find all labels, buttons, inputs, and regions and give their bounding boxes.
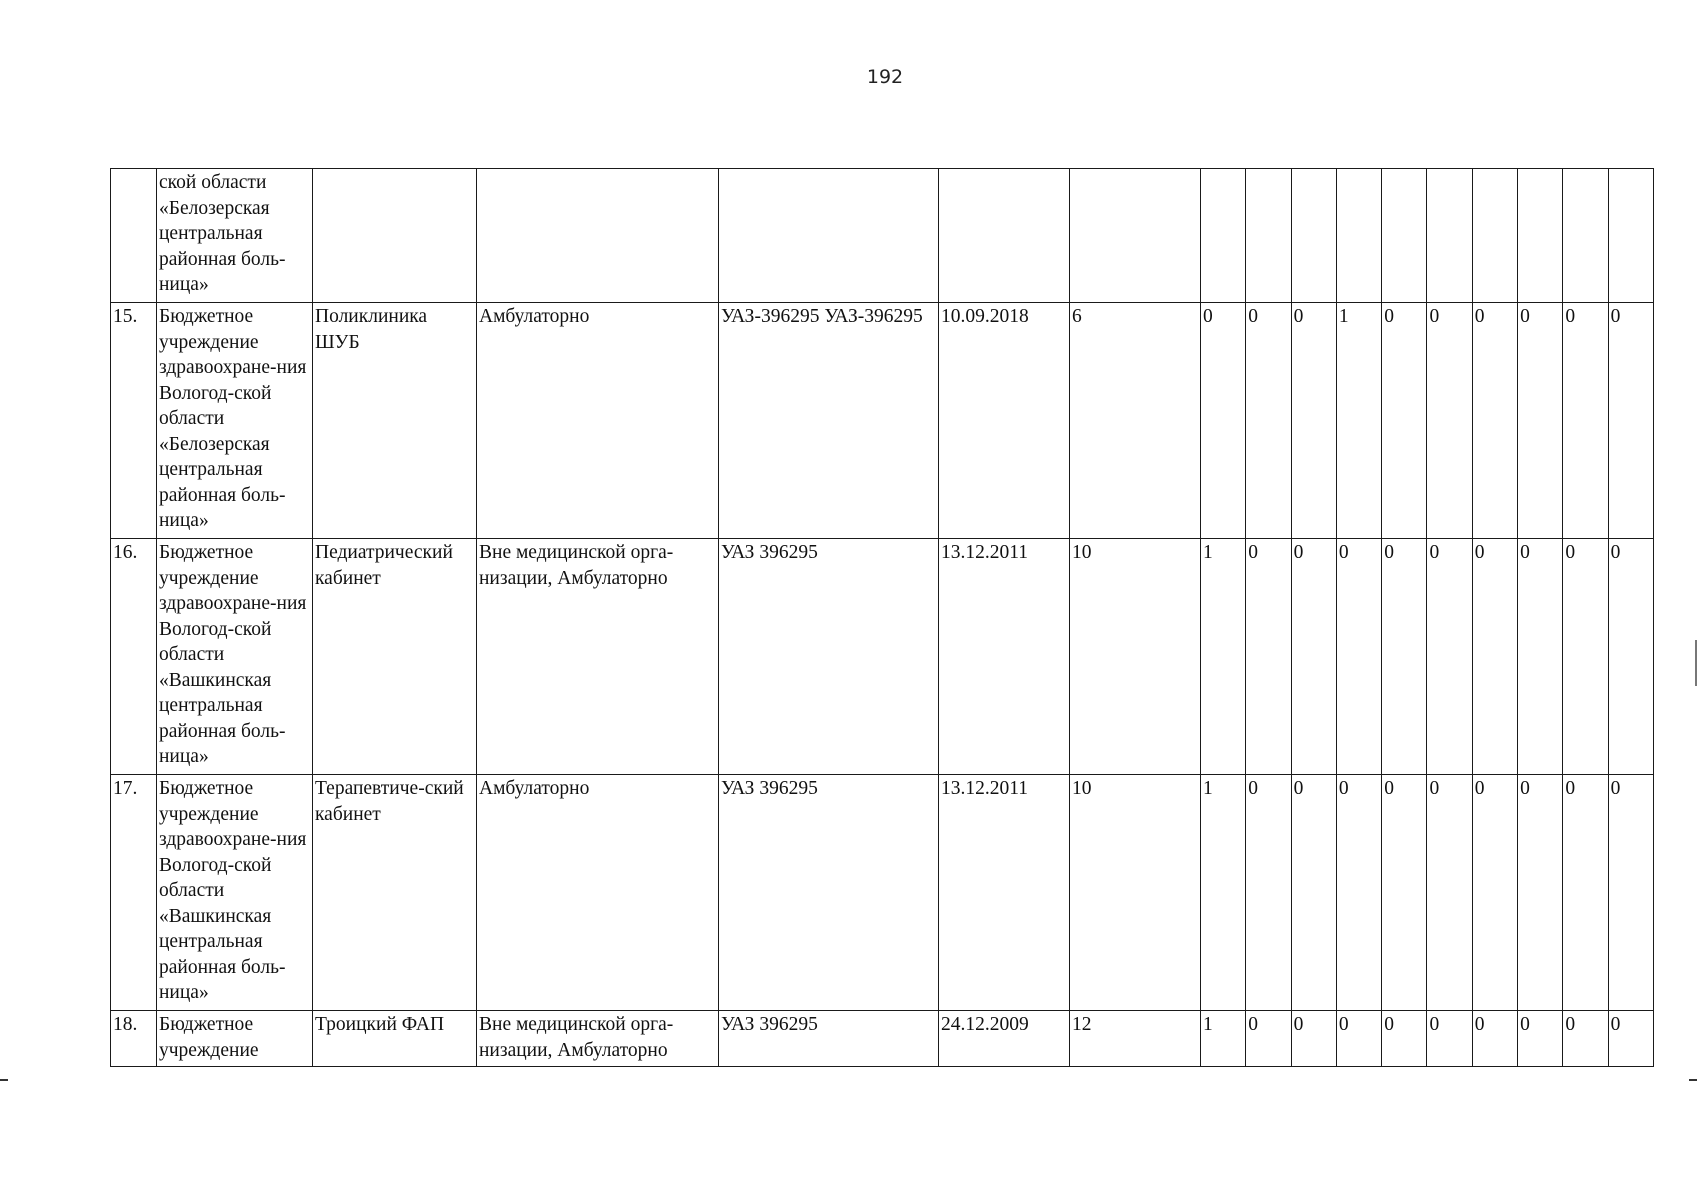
cell-value: 0 (1608, 775, 1653, 1011)
cell-unit: Педиатрический кабинет (313, 539, 477, 775)
cell-value: 0 (1246, 303, 1291, 539)
cell-value: 0 (1427, 1011, 1472, 1067)
cell-value: 0 (1563, 303, 1608, 539)
cell-unit: Терапевтиче-ский кабинет (313, 775, 477, 1011)
cell-organization: Бюджетное учреждение здравоохране-ния Вологод-ской области «Белозерская центральная районная боль-ница» (157, 303, 313, 539)
cell-unit: Поликлиника ШУБ (313, 303, 477, 539)
cell-unit (313, 169, 477, 303)
cell-value: 0 (1336, 775, 1381, 1011)
cell-value: 0 (1472, 1011, 1517, 1067)
cell-value: 0 (1518, 775, 1563, 1011)
cell-value: 0 (1518, 1011, 1563, 1067)
cell-value: 0 (1563, 1011, 1608, 1067)
cell-num: 18. (111, 1011, 157, 1067)
table-row (111, 775, 1654, 1011)
cell-value: 0 (1382, 775, 1427, 1011)
cell-value: 1 (1336, 303, 1381, 539)
cell-date (939, 169, 1070, 303)
cell-mode: Вне медицинской орга-низации, Амбулаторно (477, 1011, 719, 1067)
cell-value: 1 (1201, 1011, 1246, 1067)
cell-value (1246, 169, 1291, 303)
table-row (111, 303, 1654, 539)
cell-value: 1 (1201, 775, 1246, 1011)
scan-edge-mark (0, 1079, 8, 1081)
cell-value (1201, 169, 1246, 303)
cell-value: 0 (1382, 1011, 1427, 1067)
cell-value: 0 (1427, 539, 1472, 775)
scan-edge-mark (1689, 1079, 1697, 1081)
cell-organization: Бюджетное учреждение (157, 1011, 313, 1067)
cell-count: 10 (1070, 775, 1201, 1011)
cell-value (1472, 169, 1517, 303)
cell-value: 0 (1246, 775, 1291, 1011)
vehicle-table (110, 168, 1654, 1067)
cell-unit: Троицкий ФАП (313, 1011, 477, 1067)
cell-value: 0 (1518, 303, 1563, 539)
cell-date: 13.12.2011 (939, 775, 1070, 1011)
cell-value: 0 (1201, 303, 1246, 539)
cell-value (1291, 169, 1336, 303)
cell-count: 6 (1070, 303, 1201, 539)
cell-num: 15. (111, 303, 157, 539)
cell-value: 0 (1291, 775, 1336, 1011)
cell-mode (477, 169, 719, 303)
cell-value: 1 (1201, 539, 1246, 775)
cell-value: 0 (1382, 303, 1427, 539)
cell-value: 0 (1382, 539, 1427, 775)
cell-num (111, 169, 157, 303)
cell-value: 0 (1472, 775, 1517, 1011)
cell-value: 0 (1291, 1011, 1336, 1067)
cell-date: 24.12.2009 (939, 1011, 1070, 1067)
cell-value (1563, 169, 1608, 303)
cell-organization: ской области «Белозерская центральная районная боль-ница» (157, 169, 313, 303)
cell-mode: Вне медицинской орга-низации, Амбулаторно (477, 539, 719, 775)
cell-value: 0 (1563, 775, 1608, 1011)
cell-value: 0 (1472, 539, 1517, 775)
cell-value (1427, 169, 1472, 303)
cell-mode: Амбулаторно (477, 303, 719, 539)
cell-count (1070, 169, 1201, 303)
cell-organization: Бюджетное учреждение здравоохране-ния Вологод-ской области «Вашкинская центральная районная боль-ница» (157, 539, 313, 775)
cell-value: 0 (1608, 1011, 1653, 1067)
cell-value: 0 (1246, 1011, 1291, 1067)
cell-value: 0 (1336, 1011, 1381, 1067)
cell-value: 0 (1608, 303, 1653, 539)
cell-value (1608, 169, 1653, 303)
cell-value: 0 (1336, 539, 1381, 775)
cell-date: 10.09.2018 (939, 303, 1070, 539)
cell-model: УАЗ 396295 (719, 775, 939, 1011)
cell-mode: Амбулаторно (477, 775, 719, 1011)
cell-value: 0 (1608, 539, 1653, 775)
cell-count: 12 (1070, 1011, 1201, 1067)
page-number: 192 (866, 66, 904, 88)
table-row-continuation (111, 169, 1654, 303)
cell-date: 13.12.2011 (939, 539, 1070, 775)
table-row (111, 539, 1654, 775)
cell-organization: Бюджетное учреждение здравоохране-ния Вологод-ской области «Вашкинская центральная районная боль-ница» (157, 775, 313, 1011)
cell-model: УАЗ 396295 (719, 539, 939, 775)
cell-value (1336, 169, 1381, 303)
cell-num: 17. (111, 775, 157, 1011)
cell-value: 0 (1427, 775, 1472, 1011)
cell-model (719, 169, 939, 303)
scan-edge-mark (1695, 640, 1697, 686)
cell-value: 0 (1246, 539, 1291, 775)
cell-value: 0 (1472, 303, 1517, 539)
cell-count: 10 (1070, 539, 1201, 775)
cell-value: 0 (1518, 539, 1563, 775)
cell-value: 0 (1427, 303, 1472, 539)
cell-value: 0 (1291, 303, 1336, 539)
cell-model: УАЗ 396295 (719, 1011, 939, 1067)
cell-value: 0 (1563, 539, 1608, 775)
cell-value (1382, 169, 1427, 303)
cell-value: 0 (1291, 539, 1336, 775)
cell-value (1518, 169, 1563, 303)
table-row (111, 1011, 1654, 1067)
cell-model: УАЗ-396295 УАЗ-396295 (719, 303, 939, 539)
cell-num: 16. (111, 539, 157, 775)
